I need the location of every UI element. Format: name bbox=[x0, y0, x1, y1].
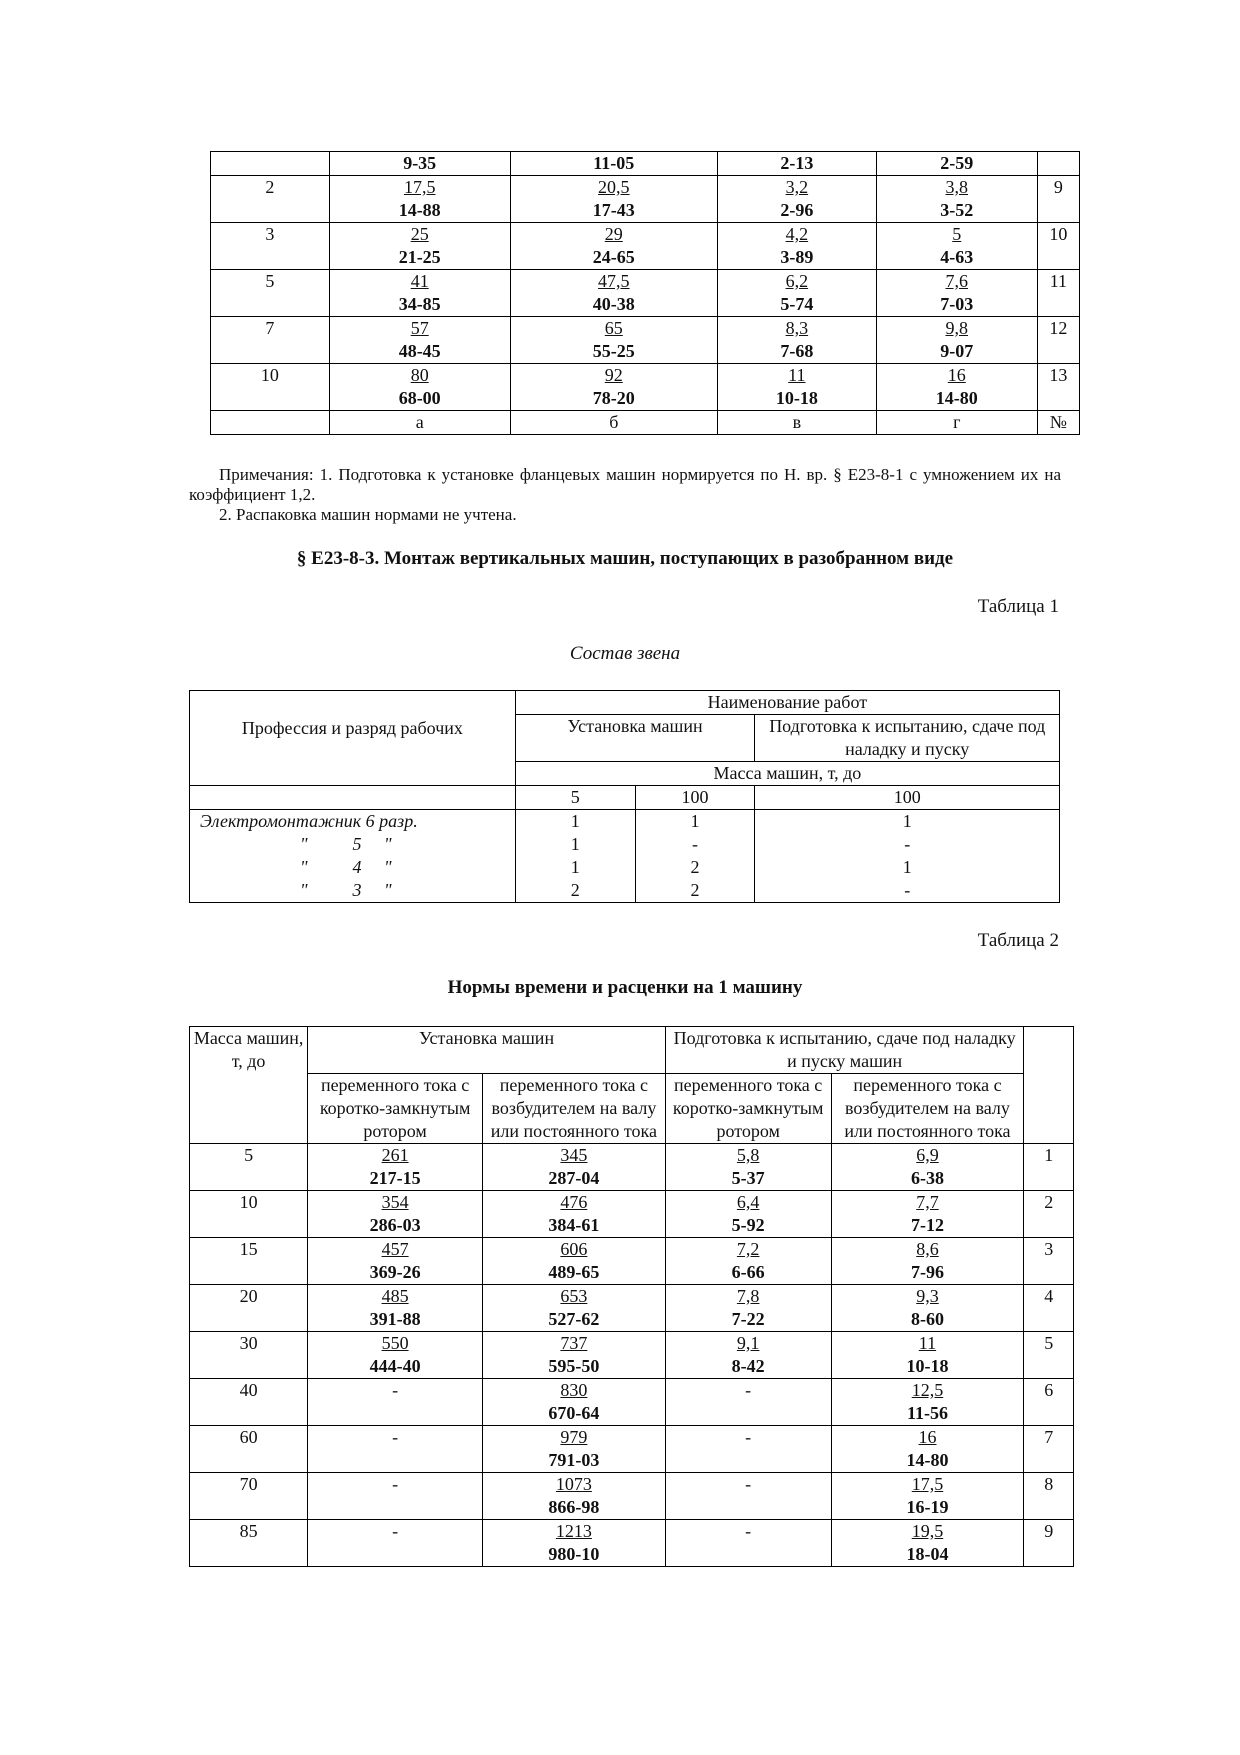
time-norm: 606 bbox=[560, 1239, 588, 1259]
row-number: 1 bbox=[1024, 1144, 1074, 1191]
time-norm: 550 bbox=[381, 1333, 409, 1353]
table-row bbox=[190, 1285, 1074, 1332]
price-rate: 287-04 bbox=[548, 1168, 600, 1188]
count-cell: 1 bbox=[755, 810, 1060, 834]
value-cell: - bbox=[308, 1379, 483, 1426]
count-cell: 1 bbox=[635, 810, 755, 834]
table-row bbox=[190, 1426, 1074, 1473]
norms-table bbox=[189, 1026, 1074, 1567]
time-norm: 1073 bbox=[555, 1474, 592, 1494]
footer-cell: в bbox=[717, 411, 876, 435]
work-header: Наименование работ bbox=[515, 691, 1059, 715]
value-cell bbox=[876, 317, 1037, 364]
note-2: 2. Распаковка машин нормами не учтена. bbox=[219, 505, 517, 524]
value-cell bbox=[308, 1144, 483, 1191]
value-cell bbox=[329, 176, 510, 223]
value-cell bbox=[876, 223, 1037, 270]
value-cell bbox=[510, 364, 717, 411]
value-cell bbox=[831, 1473, 1024, 1520]
time-norm: 41 bbox=[410, 271, 429, 291]
price-rate: 6-38 bbox=[910, 1168, 944, 1188]
price-rate: 7-68 bbox=[780, 341, 814, 361]
value-cell bbox=[717, 317, 876, 364]
row-number: 10 bbox=[1037, 223, 1079, 270]
value-cell: - bbox=[665, 1426, 831, 1473]
time-norm: 9,1 bbox=[736, 1333, 760, 1353]
table-row bbox=[190, 1238, 1074, 1285]
count-cell: - bbox=[755, 879, 1060, 903]
time-norm: 16 bbox=[918, 1427, 937, 1447]
subheader-ac-short: переменного тока с коротко-замкнутым ротором bbox=[308, 1074, 483, 1144]
value-cell bbox=[308, 1285, 483, 1332]
price-rate: 8-42 bbox=[731, 1356, 765, 1376]
price-rate: 34-85 bbox=[398, 294, 441, 314]
value-cell bbox=[482, 1144, 665, 1191]
header-cell: 2-59 bbox=[876, 152, 1037, 176]
value-cell bbox=[482, 1191, 665, 1238]
footer-cell bbox=[211, 411, 330, 435]
value-cell bbox=[665, 1238, 831, 1285]
value-cell bbox=[482, 1332, 665, 1379]
value-cell bbox=[510, 223, 717, 270]
time-norm: 5,8 bbox=[736, 1145, 760, 1165]
time-norm: 7,8 bbox=[736, 1286, 760, 1306]
time-norm: 345 bbox=[560, 1145, 588, 1165]
value-cell bbox=[831, 1332, 1024, 1379]
profession-cell: " 4 " bbox=[190, 856, 516, 879]
install-header: Установка машин bbox=[515, 715, 755, 762]
subheader-ac-exc: переменного тока с возбудителем на валу или постоянного тока bbox=[482, 1074, 665, 1144]
value-cell bbox=[482, 1473, 665, 1520]
profession-cell: " 5 " bbox=[190, 833, 516, 856]
price-rate: 24-65 bbox=[592, 247, 635, 267]
norms-title: Нормы времени и расценки на 1 машину bbox=[447, 977, 803, 998]
mass-cell: 10 bbox=[211, 364, 330, 411]
value-cell bbox=[482, 1520, 665, 1567]
time-norm: 457 bbox=[381, 1239, 409, 1259]
value-cell bbox=[876, 176, 1037, 223]
time-norm: 47,5 bbox=[598, 271, 630, 291]
prep-header: Подготовка к испытанию, сдаче под наладку и пуску bbox=[755, 715, 1060, 762]
price-rate: 5-92 bbox=[731, 1215, 765, 1235]
time-norm: 19,5 bbox=[911, 1521, 944, 1541]
time-norm: 80 bbox=[410, 365, 429, 385]
value-cell: - bbox=[308, 1520, 483, 1567]
table-row bbox=[190, 879, 1060, 903]
table-row bbox=[190, 1379, 1074, 1426]
price-rate: 14-88 bbox=[398, 200, 441, 220]
price-rate: 286-03 bbox=[369, 1215, 421, 1235]
mass-cell: 7 bbox=[211, 317, 330, 364]
time-norm: 485 bbox=[381, 1286, 409, 1306]
price-rate: 444-40 bbox=[369, 1356, 421, 1376]
value-cell bbox=[482, 1285, 665, 1332]
table2-label: Таблица 2 bbox=[977, 930, 1059, 951]
time-norm: 261 bbox=[381, 1145, 409, 1165]
price-rate: 14-80 bbox=[935, 388, 978, 408]
price-rate: 11-56 bbox=[906, 1403, 948, 1423]
value-cell bbox=[665, 1285, 831, 1332]
value-cell bbox=[665, 1144, 831, 1191]
value-cell bbox=[329, 223, 510, 270]
row-number: 8 bbox=[1024, 1473, 1074, 1520]
table-row bbox=[190, 856, 1060, 879]
footer-cell: г bbox=[876, 411, 1037, 435]
price-rate: 16-19 bbox=[906, 1497, 949, 1517]
value-cell bbox=[510, 317, 717, 364]
mass-cell: 2 bbox=[211, 176, 330, 223]
mass-header: Масса машин, т, до bbox=[515, 762, 1059, 786]
value-cell bbox=[831, 1520, 1024, 1567]
time-norm: 7,6 bbox=[945, 271, 968, 291]
table-row bbox=[211, 317, 1080, 364]
time-norm: 6,2 bbox=[785, 271, 809, 291]
time-norm: 6,9 bbox=[916, 1145, 939, 1165]
time-norm: 354 bbox=[381, 1192, 409, 1212]
crew-title: Состав звена bbox=[569, 643, 681, 664]
note-1: Примечания: 1. Подготовка к установке фланцевых машин нормируется по Н. вр. § Е23-8-1 с умножением их на коэффициент 1,2. bbox=[189, 465, 1061, 504]
price-rate: 40-38 bbox=[592, 294, 635, 314]
time-norm: 979 bbox=[560, 1427, 588, 1447]
value-cell bbox=[665, 1191, 831, 1238]
mass-cell: 85 bbox=[190, 1520, 308, 1567]
value-cell bbox=[482, 1379, 665, 1426]
row-number: 6 bbox=[1024, 1379, 1074, 1426]
time-norm: 7,7 bbox=[916, 1192, 939, 1212]
count-cell: 2 bbox=[515, 879, 635, 903]
time-norm: 8,3 bbox=[785, 318, 809, 338]
row-number: 2 bbox=[1024, 1191, 1074, 1238]
table-footer-row bbox=[211, 411, 1080, 435]
price-rate: 7-96 bbox=[910, 1262, 944, 1282]
time-norm: 3,8 bbox=[945, 177, 968, 197]
table1-label: Таблица 1 bbox=[977, 596, 1059, 617]
table-row bbox=[190, 1473, 1074, 1520]
table-header-row bbox=[211, 152, 1080, 176]
time-norm: 1213 bbox=[555, 1521, 592, 1541]
rates-table-continuation bbox=[210, 151, 1080, 435]
value-cell bbox=[308, 1191, 483, 1238]
time-norm: 17,5 bbox=[403, 177, 436, 197]
price-rate: 391-88 bbox=[369, 1309, 421, 1329]
row-number: 5 bbox=[1024, 1332, 1074, 1379]
notes bbox=[189, 465, 1061, 525]
price-rate: 384-61 bbox=[548, 1215, 600, 1235]
value-cell bbox=[510, 270, 717, 317]
value-cell bbox=[876, 364, 1037, 411]
time-norm: 830 bbox=[560, 1380, 588, 1400]
price-rate: 7-12 bbox=[910, 1215, 944, 1235]
subheader-ac-exc: переменного тока с возбудителем на валу или постоянного тока bbox=[831, 1074, 1024, 1144]
mass-value: 100 bbox=[755, 786, 1060, 810]
count-cell: 1 bbox=[515, 810, 635, 834]
value-cell bbox=[482, 1238, 665, 1285]
table-row bbox=[190, 1332, 1074, 1379]
price-rate: 8-60 bbox=[910, 1309, 944, 1329]
time-norm: 11 bbox=[788, 365, 806, 385]
price-rate: 866-98 bbox=[548, 1497, 600, 1517]
price-rate: 369-26 bbox=[369, 1262, 421, 1282]
row-number: 13 bbox=[1037, 364, 1079, 411]
price-rate: 489-65 bbox=[548, 1262, 600, 1282]
time-norm: 5 bbox=[952, 224, 962, 244]
count-cell: - bbox=[635, 833, 755, 856]
time-norm: 476 bbox=[560, 1192, 588, 1212]
value-cell bbox=[831, 1285, 1024, 1332]
time-norm: 7,2 bbox=[736, 1239, 760, 1259]
value-cell bbox=[308, 1332, 483, 1379]
row-number: 4 bbox=[1024, 1285, 1074, 1332]
footer-cell: а bbox=[329, 411, 510, 435]
value-cell bbox=[831, 1144, 1024, 1191]
row-number: 9 bbox=[1024, 1520, 1074, 1567]
mass-value: 5 bbox=[515, 786, 635, 810]
price-rate: 5-74 bbox=[780, 294, 814, 314]
value-cell bbox=[831, 1426, 1024, 1473]
price-rate: 48-45 bbox=[398, 341, 441, 361]
mass-cell: 3 bbox=[211, 223, 330, 270]
price-rate: 17-43 bbox=[592, 200, 635, 220]
table-row bbox=[211, 176, 1080, 223]
price-rate: 9-07 bbox=[940, 341, 974, 361]
price-rate: 68-00 bbox=[398, 388, 441, 408]
time-norm: 737 bbox=[560, 1333, 588, 1353]
value-cell bbox=[831, 1379, 1024, 1426]
row-number: 3 bbox=[1024, 1238, 1074, 1285]
mass-cell: 10 bbox=[190, 1191, 308, 1238]
price-rate: 10-18 bbox=[775, 388, 818, 408]
time-norm: 653 bbox=[560, 1286, 588, 1306]
header-cell bbox=[211, 152, 330, 176]
time-norm: 20,5 bbox=[598, 177, 630, 197]
value-cell: - bbox=[665, 1520, 831, 1567]
count-cell: 1 bbox=[515, 856, 635, 879]
header-cell bbox=[1037, 152, 1079, 176]
time-norm: 4,2 bbox=[785, 224, 809, 244]
price-rate: 7-22 bbox=[731, 1309, 765, 1329]
time-norm: 9,8 bbox=[945, 318, 968, 338]
mass-value: 100 bbox=[635, 786, 755, 810]
mass-cell: 15 bbox=[190, 1238, 308, 1285]
crew-table bbox=[189, 690, 1060, 903]
value-cell bbox=[717, 270, 876, 317]
table-row bbox=[190, 1144, 1074, 1191]
time-norm: 11 bbox=[918, 1333, 937, 1353]
time-norm: 8,6 bbox=[916, 1239, 939, 1259]
price-rate: 3-89 bbox=[780, 247, 814, 267]
price-rate: 14-80 bbox=[906, 1450, 949, 1470]
time-norm: 25 bbox=[410, 224, 429, 244]
price-rate: 10-18 bbox=[906, 1356, 949, 1376]
row-number: 9 bbox=[1037, 176, 1079, 223]
table-row bbox=[190, 833, 1060, 856]
time-norm: 3,2 bbox=[785, 177, 809, 197]
mass-cell: 40 bbox=[190, 1379, 308, 1426]
time-norm: 9,3 bbox=[916, 1286, 939, 1306]
mass-cell: 30 bbox=[190, 1332, 308, 1379]
table-row bbox=[211, 223, 1080, 270]
time-norm: 29 bbox=[604, 224, 623, 244]
value-cell bbox=[665, 1332, 831, 1379]
price-rate: 527-62 bbox=[548, 1309, 600, 1329]
table-row bbox=[211, 364, 1080, 411]
price-rate: 2-96 bbox=[780, 200, 814, 220]
subheader-ac-short: переменного тока с коротко-замкнутым ротором bbox=[665, 1074, 831, 1144]
row-number: 7 bbox=[1024, 1426, 1074, 1473]
install-header: Установка машин bbox=[308, 1027, 666, 1074]
value-cell bbox=[717, 364, 876, 411]
profession-header: Профессия и разряд рабочих bbox=[190, 691, 516, 786]
mass-cell: 20 bbox=[190, 1285, 308, 1332]
table-row bbox=[211, 270, 1080, 317]
time-norm: 17,5 bbox=[911, 1474, 944, 1494]
price-rate: 217-15 bbox=[369, 1168, 421, 1188]
count-cell: - bbox=[755, 833, 1060, 856]
value-cell bbox=[717, 176, 876, 223]
value-cell: - bbox=[665, 1473, 831, 1520]
price-rate: 3-52 bbox=[940, 200, 974, 220]
value-cell bbox=[482, 1426, 665, 1473]
price-rate: 791-03 bbox=[548, 1450, 600, 1470]
mass-cell: 5 bbox=[211, 270, 330, 317]
row-number: 11 bbox=[1037, 270, 1079, 317]
count-cell: 1 bbox=[515, 833, 635, 856]
time-norm: 92 bbox=[604, 365, 623, 385]
time-norm: 12,5 bbox=[911, 1380, 944, 1400]
time-norm: 57 bbox=[410, 318, 429, 338]
footer-cell: № bbox=[1037, 411, 1079, 435]
value-cell: - bbox=[665, 1379, 831, 1426]
profession-cell: " 3 " bbox=[190, 879, 516, 903]
profession-cell: Электромонтажник 6 разр. bbox=[190, 810, 516, 834]
price-rate: 78-20 bbox=[592, 388, 635, 408]
table-row bbox=[190, 810, 1060, 834]
price-rate: 5-37 bbox=[731, 1168, 765, 1188]
mass-header: Масса машин, т, до bbox=[190, 1027, 308, 1144]
price-rate: 595-50 bbox=[548, 1356, 600, 1376]
mass-cell: 70 bbox=[190, 1473, 308, 1520]
count-cell: 2 bbox=[635, 879, 755, 903]
value-cell bbox=[308, 1238, 483, 1285]
count-cell: 1 bbox=[755, 856, 1060, 879]
prep-header: Подготовка к испытанию, сдаче под наладку и пуску машин bbox=[665, 1027, 1024, 1074]
value-cell bbox=[831, 1238, 1024, 1285]
table-row bbox=[190, 1191, 1074, 1238]
header-cell: 9-35 bbox=[329, 152, 510, 176]
value-cell bbox=[329, 364, 510, 411]
time-norm: 16 bbox=[947, 365, 966, 385]
value-cell bbox=[510, 176, 717, 223]
value-cell: - bbox=[308, 1426, 483, 1473]
price-rate: 670-64 bbox=[548, 1403, 600, 1423]
value-cell bbox=[831, 1191, 1024, 1238]
price-rate: 6-66 bbox=[731, 1262, 765, 1282]
time-norm: 6,4 bbox=[736, 1192, 760, 1212]
time-norm: 65 bbox=[604, 318, 623, 338]
price-rate: 55-25 bbox=[592, 341, 635, 361]
header-cell: 11-05 bbox=[510, 152, 717, 176]
value-cell bbox=[329, 270, 510, 317]
price-rate: 7-03 bbox=[940, 294, 974, 314]
table-row bbox=[190, 1520, 1074, 1567]
value-cell: - bbox=[308, 1473, 483, 1520]
price-rate: 21-25 bbox=[398, 247, 441, 267]
value-cell bbox=[329, 317, 510, 364]
mass-cell: 5 bbox=[190, 1144, 308, 1191]
section-title: § Е23-8-3. Монтаж вертикальных машин, поступающих в разобранном виде bbox=[296, 548, 954, 569]
row-number: 12 bbox=[1037, 317, 1079, 364]
count-cell: 2 bbox=[635, 856, 755, 879]
mass-cell: 60 bbox=[190, 1426, 308, 1473]
price-rate: 4-63 bbox=[940, 247, 974, 267]
value-cell bbox=[876, 270, 1037, 317]
price-rate: 980-10 bbox=[548, 1544, 600, 1564]
footer-cell: б bbox=[510, 411, 717, 435]
value-cell bbox=[717, 223, 876, 270]
price-rate: 18-04 bbox=[906, 1544, 949, 1564]
header-cell: 2-13 bbox=[717, 152, 876, 176]
